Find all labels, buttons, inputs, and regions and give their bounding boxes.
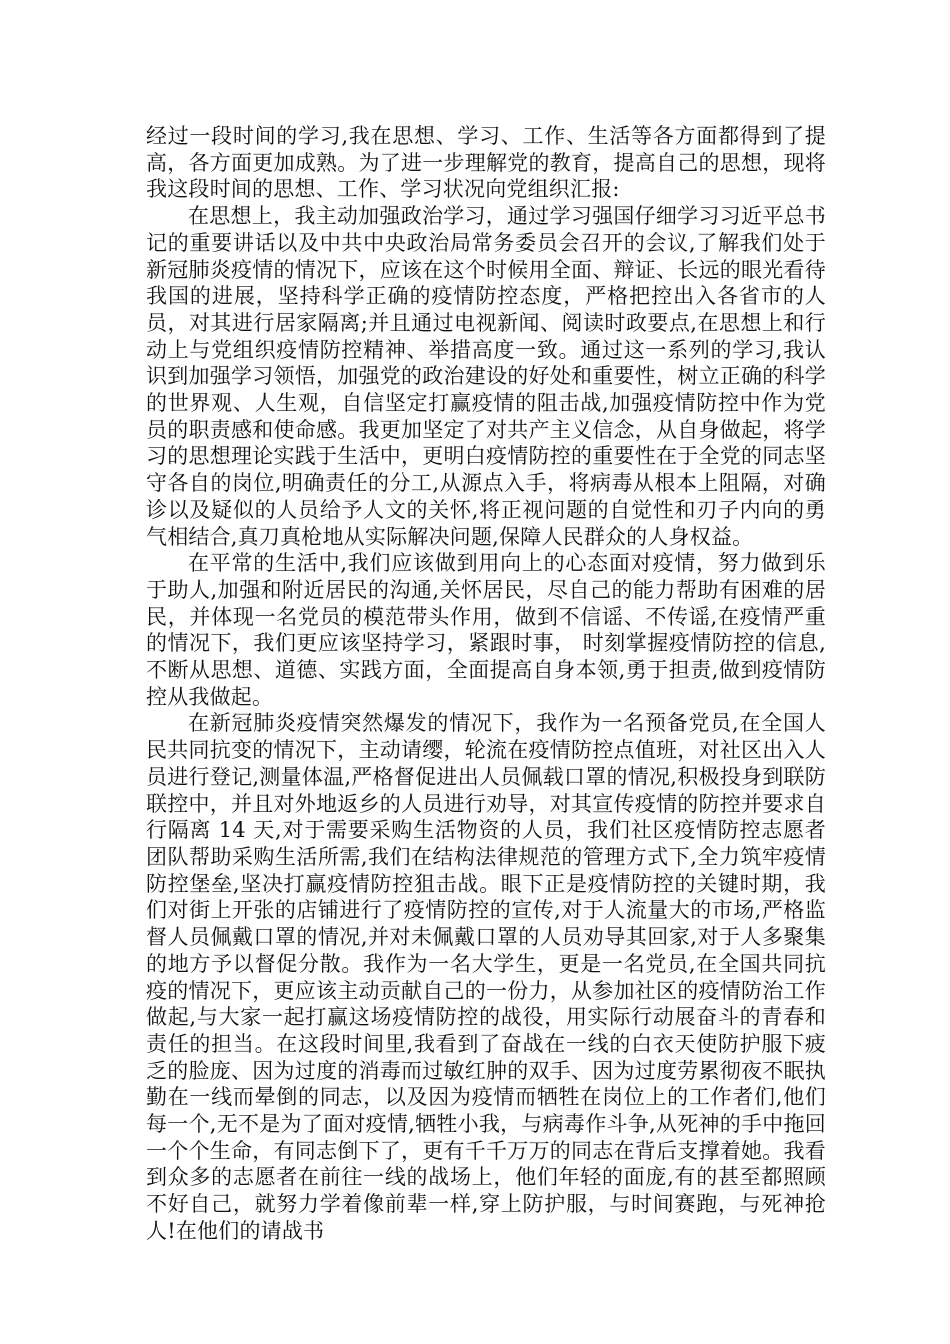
thought-paragraph: 在思想上，我主动加强政治学习，通过学习强国仔细学习习近平总书记的重要讲话以及中共中央政治局常务委员会召开的会议,了解我们处于新冠肺炎疫情的情况下，应该在这个时候用全面、辩证、长远的眼光看待我国的进展，坚持科学正确的疫情防控态度，严格把控出入各省市的人员，对其进行居家隔离;并且通过电视新闻、阅读时政要点,在思想上和行动上与党组织疫情防控精神、举措高度一致。通过这一系列的学习,我认识到加强学习领悟，加强党的政治建设的好处和重要性，树立正确的科学的世界观、人生观，自信坚定打赢疫情的阻击战,加强疫情防控中作为党员的职责感和使命感。我更加坚定了对共产主义信念，从自身做起，将学习的思想理论实践于生活中，更明白疫情防控的重要性在于全党的同志坚守各自的岗位,明确责任的分工,从源点入手，将病毒从根本上阻隔，对确诊以及疑似的人员给予人文的关怀,将正视问题的自觉性和刃子内向的勇气相结合,真刀真枪地从实际解决问题,保障人民群众的人身权益。	[146, 204, 826, 549]
daily-life-paragraph: 在平常的生活中,我们应该做到用向上的心态面对疫情，努力做到乐于助人,加强和附近居民的沟通,关怀居民，尽自己的能力帮助有困难的居民，并体现一名党员的模范带头作用，做到不信谣、不传谣,在疫情严重的情况下，我们更应该坚持学习，紧跟时事， 时刻掌握疫情防控的信息,不断从思想、道德、实践方面，全面提高自身本领,勇于担责,做到疫情防控从我做起。	[146, 551, 826, 709]
intro-paragraph: 经过一段时间的学习,我在思想、学习、工作、生活等各方面都得到了提高，各方面更加成熟。为了进一步理解党的教育，提高自己的思想，现将我这段时间的思想、工作、学习状况向党组织汇报:	[146, 124, 826, 202]
report-body	[146, 123, 826, 1245]
epidemic-work-paragraph: 在新冠肺炎疫情突然爆发的情况下，我作为一名预备党员,在全国人民共同抗变的情况下，主动请缨，轮流在疫情防控点值班，对社区出入人员进行登记,测量体温,严格督促进出人员佩载口罩的情况,积极投身到联防联控中，并且对外地返乡的人员进行劝导，对其宣传疫情的防控并要求自行隔离 14 天,对于需要采购生活物资的人员，我们社区疫情防控志愿者团队帮助采购生活所需,我们在结构法律规范的管理方式下,全力筑牢疫情防控堡垒,坚决打赢疫情防控狙击战。眼下正是疫情防控的关键时期，我们对街上开张的店铺进行了疫情防控的宣传,对于人流量大的市场,严格监督人员佩戴口罩的情况,并对未佩戴口罩的人员劝导其回家,对于人多聚集的地方予以督促分散。我作为一名大学生，更是一名党员,在全国共同抗疫的情况下，更应该主动贡献自己的一份力，从参加社区的疫情防治工作做起,与大家一起打赢这场疫情防控的战役，用实际行动展奋斗的青春和责任的担当。在这段时间里,我看到了奋战在一线的白衣天使防护服下疲乏的脸庞、因为过度的消毒而过敏红肿的双手、因为过度劳累彻夜不眠执勤在一线而晕倒的同志，以及因为疫情而牺牲在岗位上的工作者们,他们每一个,无不是为了面对疫情,牺牲小我，与病毒作斗争,从死神的手中拖回一个个生命，有同志倒下了，更有千千万万的同志在背后支撑着她。我看到众多的志愿者在前往一线的战场上，他们年轻的面庞,有的甚至都照顾不好自己，就努力学着像前辈一样,穿上防护服，与时间赛跑，与死神抢人!在他们的请战书	[146, 711, 826, 1243]
